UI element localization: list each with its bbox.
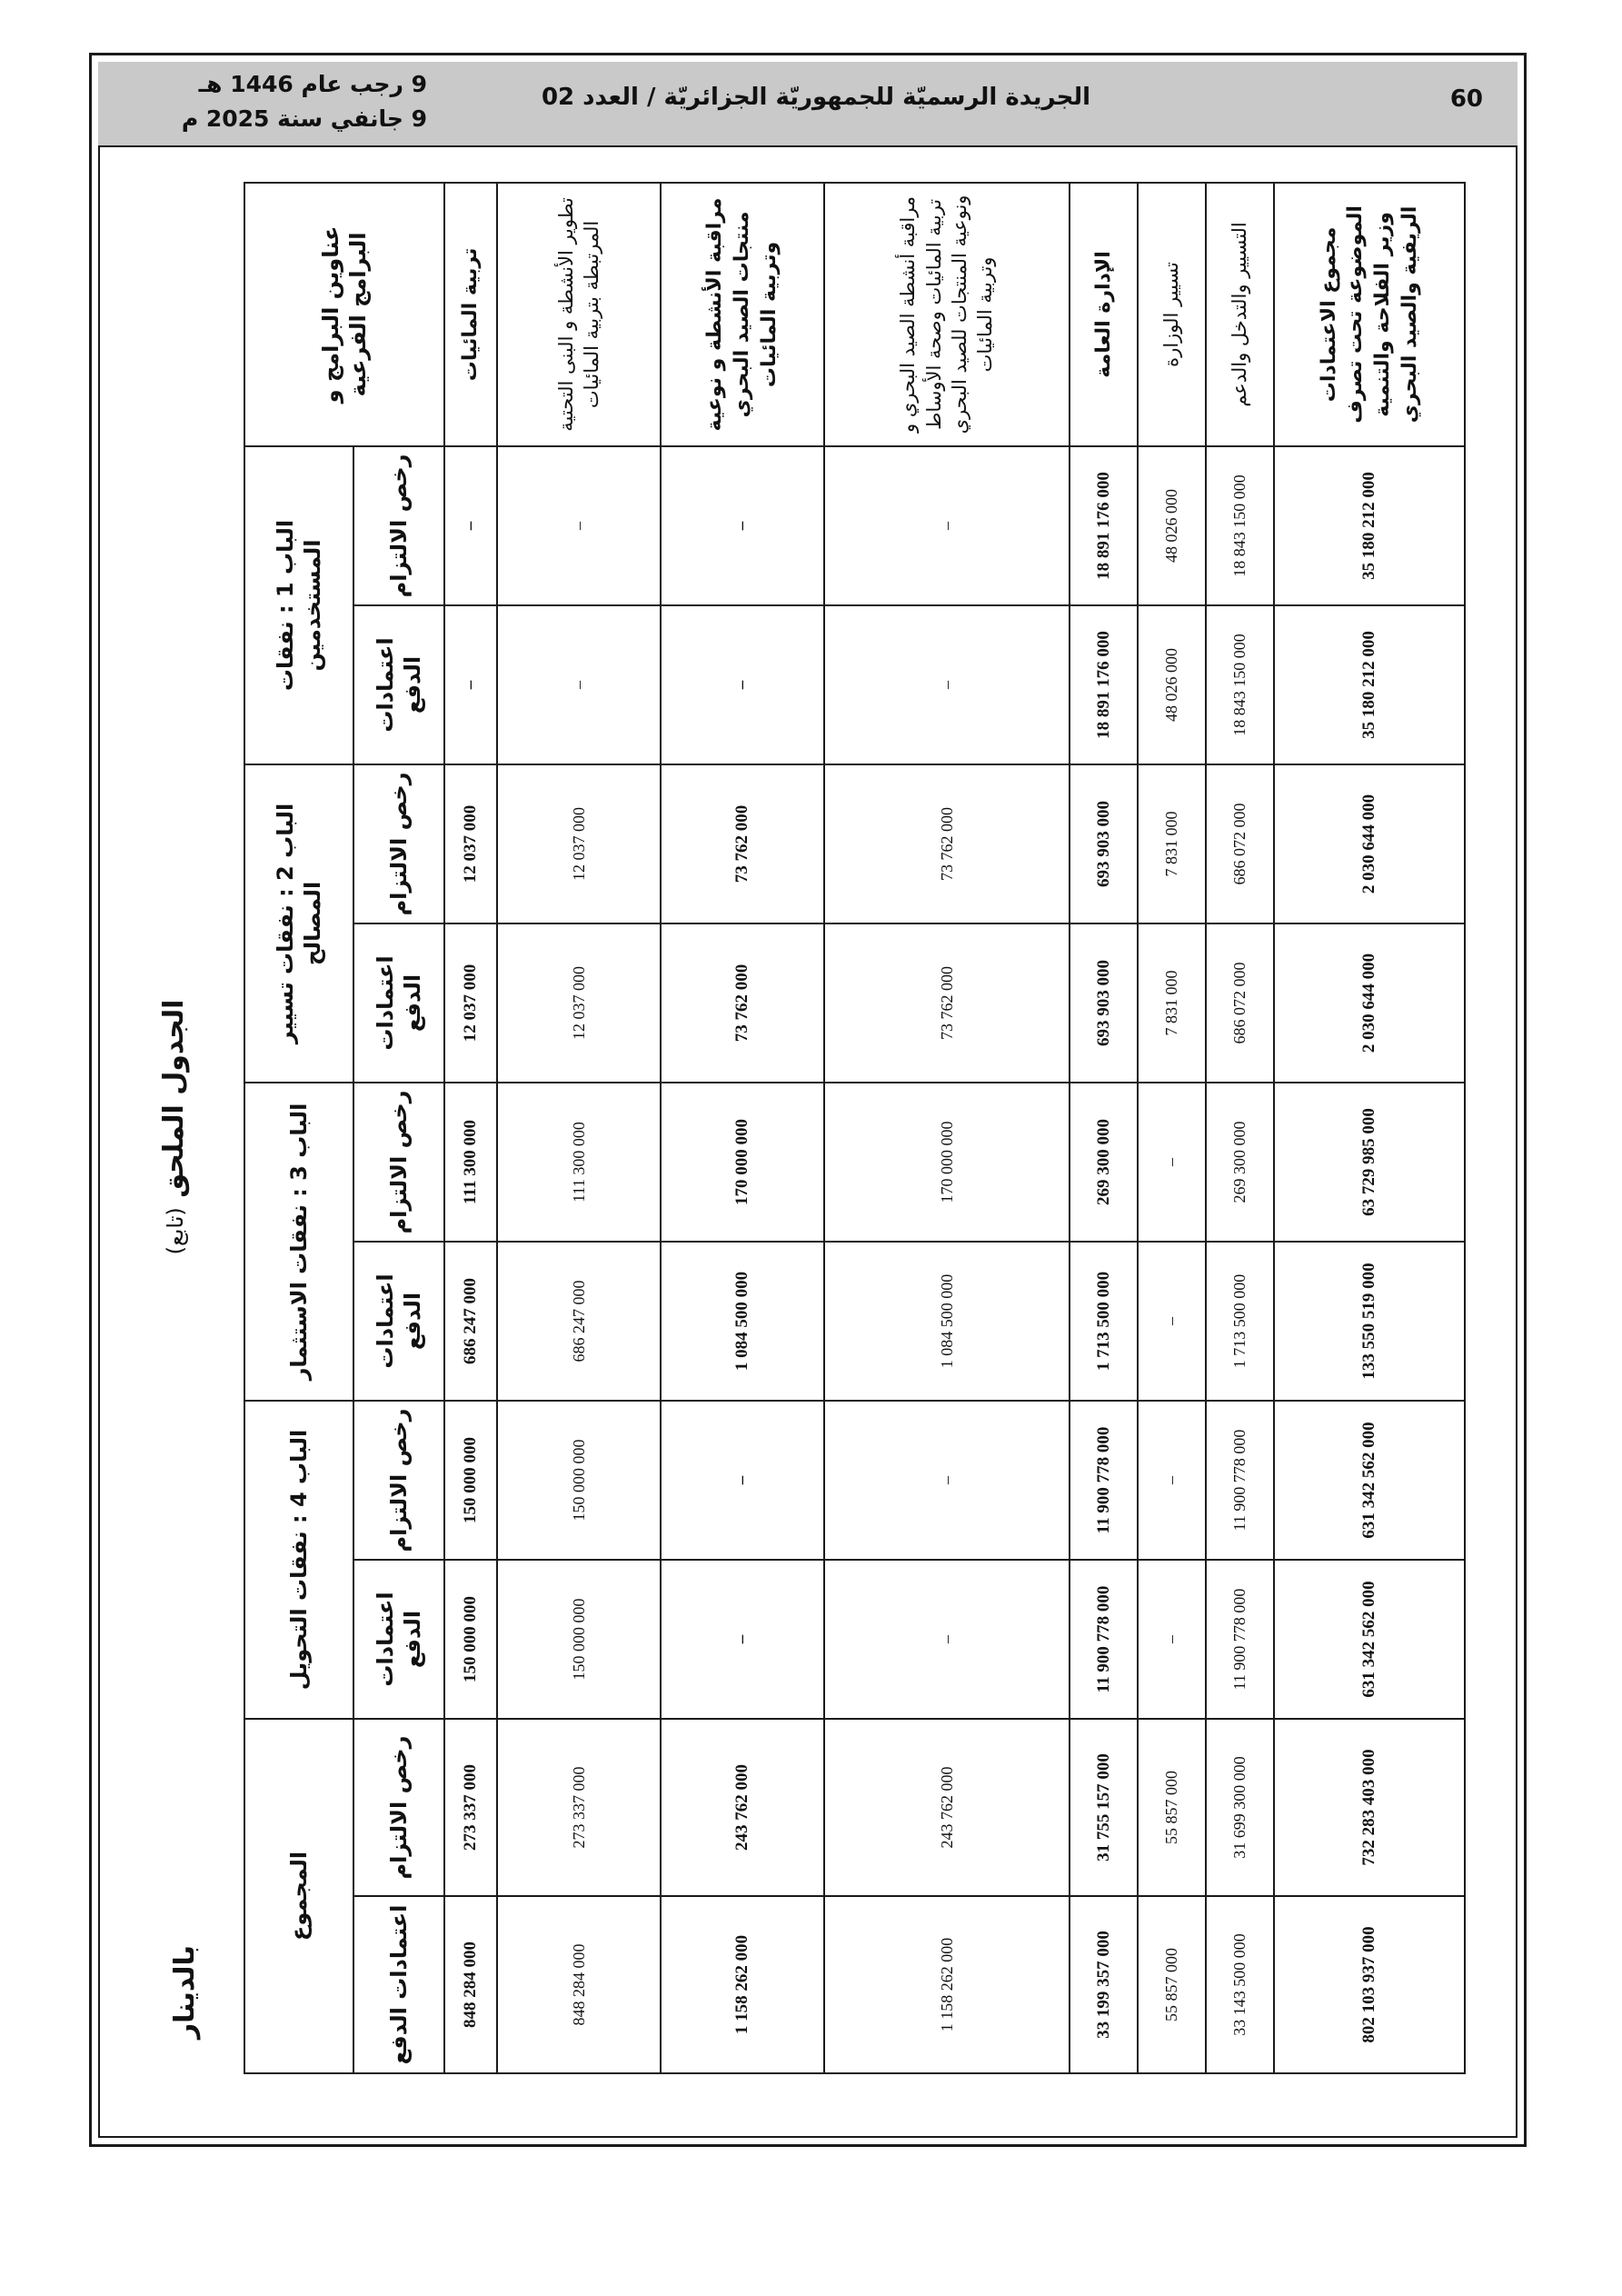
- cell: 1 084 500 000: [661, 1242, 824, 1401]
- cell: 243 762 000: [824, 1719, 1070, 1896]
- cell: 150 000 000: [444, 1401, 497, 1560]
- cell: 12 037 000: [497, 923, 661, 1083]
- caption-sub: (تابع): [163, 1207, 188, 1255]
- sub-cp: اعتمادات الدفع: [353, 605, 444, 764]
- cell: 269 300 000: [1070, 1083, 1138, 1242]
- row-name: مجموع الاعتمادات الموضوعة تحت تصرف وزير الفلاحة والتنمية الريفية والصيد البحري: [1274, 183, 1465, 446]
- cell: 686 072 000: [1206, 923, 1274, 1083]
- table-row: [661, 183, 824, 2073]
- cell: 18 891 176 000: [1070, 446, 1138, 605]
- cell: –: [444, 446, 497, 605]
- cell: 7 831 000: [1138, 923, 1206, 1083]
- cell: 35 180 212 000: [1274, 605, 1465, 764]
- sub-cp: اعتمادات الدفع: [353, 1560, 444, 1719]
- cell: 1 713 500 000: [1206, 1242, 1274, 1401]
- cell: 18 891 176 000: [1070, 605, 1138, 764]
- cell: –: [1138, 1242, 1206, 1401]
- rotated-content: [136, 145, 1463, 2127]
- cell: –: [1138, 1083, 1206, 1242]
- sub-cp: اعتمادات الدفع: [353, 1242, 444, 1401]
- cell: 693 903 000: [1070, 923, 1138, 1083]
- cell: 12 037 000: [497, 764, 661, 923]
- cell: 18 843 150 000: [1206, 605, 1274, 764]
- table-row: [824, 183, 1070, 2073]
- cell: 35 180 212 000: [1274, 446, 1465, 605]
- row-name: مراقبة أنشطة الصيد البحري و تربية المائيات وصحة الأوساط ونوعية المنتجات للصيد البحري وتربية المائيات: [824, 183, 1070, 446]
- cell: –: [497, 446, 661, 605]
- journal-title: الجريدة الرسميّة للجمهوريّة الجزائريّة / العدد 02: [541, 84, 1091, 111]
- cell: 631 342 562 000: [1274, 1560, 1465, 1719]
- cell: 1 713 500 000: [1070, 1242, 1138, 1401]
- cell: –: [661, 1560, 824, 1719]
- cell: –: [661, 1401, 824, 1560]
- cell: 170 000 000: [661, 1083, 824, 1242]
- cell: –: [824, 605, 1070, 764]
- cell: 150 000 000: [497, 1560, 661, 1719]
- cell: –: [1138, 1401, 1206, 1560]
- col-title-2: الباب 2 : نفقات تسيير المصالح: [244, 764, 353, 1083]
- cell: 11 900 778 000: [1206, 1401, 1274, 1560]
- cell: 269 300 000: [1206, 1083, 1274, 1242]
- table-row: [444, 183, 497, 2073]
- row-name: تسيير الوزارة: [1138, 183, 1206, 446]
- cell: 73 762 000: [824, 764, 1070, 923]
- cell: 18 843 150 000: [1206, 446, 1274, 605]
- cell: 73 762 000: [824, 923, 1070, 1083]
- col-program: عناوين البرامج و البرامج الفرعية: [244, 183, 444, 446]
- sub-ae: رخص الالتزام: [353, 1401, 444, 1560]
- cell: –: [661, 446, 824, 605]
- row-name: تطوير الأنشطة و البنى التحتية المرتبطة بتربية المائيات: [497, 183, 661, 446]
- cell: 686 247 000: [497, 1242, 661, 1401]
- page-header: [98, 62, 1518, 147]
- table-caption: [158, 764, 190, 1491]
- sub-ae: رخص الالتزام: [353, 1083, 444, 1242]
- cell: 7 831 000: [1138, 764, 1206, 923]
- cell: 273 337 000: [497, 1719, 661, 1896]
- cell: 12 037 000: [444, 923, 497, 1083]
- currency-unit: بالدينار: [169, 1945, 201, 2040]
- cell: 63 729 985 000: [1274, 1083, 1465, 1242]
- cell: 170 000 000: [824, 1083, 1070, 1242]
- cell: 33 199 357 000: [1070, 1896, 1138, 2073]
- sub-cp: اعتمادات الدفع: [353, 923, 444, 1083]
- cell: 273 337 000: [444, 1719, 497, 1896]
- cell: 111 300 000: [497, 1083, 661, 1242]
- cell: 2 030 644 000: [1274, 764, 1465, 923]
- date-gregorian: 9 جانفي سنة 2025 م: [181, 105, 427, 132]
- table-row: [1138, 183, 1206, 2073]
- cell: 11 900 778 000: [1206, 1560, 1274, 1719]
- cell: 631 342 562 000: [1274, 1401, 1465, 1560]
- cell: 31 755 157 000: [1070, 1719, 1138, 1896]
- sub-cp: اعتمادات الدفع: [353, 1896, 444, 2073]
- cell: 11 900 778 000: [1070, 1560, 1138, 1719]
- cell: 732 283 403 000: [1274, 1719, 1465, 1896]
- cell: 133 550 519 000: [1274, 1242, 1465, 1401]
- date-hijri: 9 رجب عام 1446 هـ: [198, 71, 427, 97]
- appropriations-table: [244, 182, 1466, 2074]
- cell: 150 000 000: [497, 1401, 661, 1560]
- cell: 73 762 000: [661, 764, 824, 923]
- cell: 1 158 262 000: [661, 1896, 824, 2073]
- cell: 693 903 000: [1070, 764, 1138, 923]
- cell: –: [1138, 1560, 1206, 1719]
- row-name: الإدارة العامة: [1070, 183, 1138, 446]
- cell: 150 000 000: [444, 1560, 497, 1719]
- cell: –: [444, 605, 497, 764]
- row-name: التسيير والتدخل والدعم: [1206, 183, 1274, 446]
- cell: –: [497, 605, 661, 764]
- cell: 848 284 000: [444, 1896, 497, 2073]
- cell: –: [824, 1401, 1070, 1560]
- cell: 1 158 262 000: [824, 1896, 1070, 2073]
- cell: –: [661, 605, 824, 764]
- cell: 55 857 000: [1138, 1719, 1206, 1896]
- cell: 686 247 000: [444, 1242, 497, 1401]
- cell: 243 762 000: [661, 1719, 824, 1896]
- cell: 48 026 000: [1138, 605, 1206, 764]
- caption-title: الجدول الملحق: [158, 999, 190, 1198]
- cell: 2 030 644 000: [1274, 923, 1465, 1083]
- table-row: [1274, 183, 1465, 2073]
- table-row: [1070, 183, 1138, 2073]
- page-number: 60: [1449, 85, 1483, 113]
- sub-ae: رخص الالتزام: [353, 446, 444, 605]
- col-title-4: الباب 4 : نفقات التحويل: [244, 1401, 353, 1719]
- row-name: مراقبة الأنشطة و نوعية منتجات الصيد البحري وتربية المائيات: [661, 183, 824, 446]
- sub-ae: رخص الالتزام: [353, 764, 444, 923]
- cell: 55 857 000: [1138, 1896, 1206, 2073]
- cell: 48 026 000: [1138, 446, 1206, 605]
- cell: 11 900 778 000: [1070, 1401, 1138, 1560]
- cell: 802 103 937 000: [1274, 1896, 1465, 2073]
- cell: –: [824, 1560, 1070, 1719]
- cell: 848 284 000: [497, 1896, 661, 2073]
- cell: 31 699 300 000: [1206, 1719, 1274, 1896]
- header-date: [118, 67, 427, 136]
- cell: 1 084 500 000: [824, 1242, 1070, 1401]
- cell: 33 143 500 000: [1206, 1896, 1274, 2073]
- col-total: المجموع: [244, 1719, 353, 2073]
- table-row: [497, 183, 661, 2073]
- cell: 686 072 000: [1206, 764, 1274, 923]
- cell: 73 762 000: [661, 923, 824, 1083]
- cell: 111 300 000: [444, 1083, 497, 1242]
- col-title-3: الباب 3 : نفقات الاستثمار: [244, 1083, 353, 1401]
- table-row: [1206, 183, 1274, 2073]
- cell: 12 037 000: [444, 764, 497, 923]
- sub-ae: رخص الالتزام: [353, 1719, 444, 1896]
- cell: –: [824, 446, 1070, 605]
- row-name: تربية المائيات: [444, 183, 497, 446]
- col-title-1: الباب 1 : نفقات المستخدمين: [244, 446, 353, 764]
